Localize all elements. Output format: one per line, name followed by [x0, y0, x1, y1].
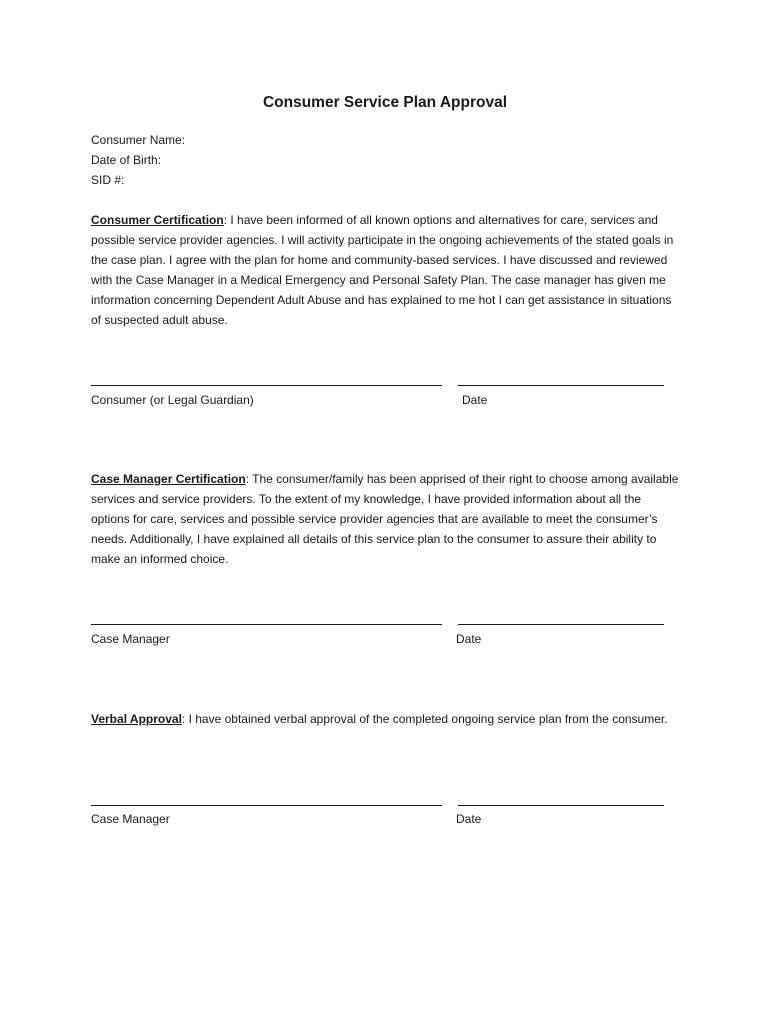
- consumer-date-line[interactable]: [458, 385, 664, 386]
- consumer-certification-heading: Consumer Certification: [91, 213, 224, 227]
- consumer-certification-paragraph: [91, 210, 681, 331]
- consumer-date-label: Date: [462, 393, 488, 407]
- page-title: Consumer Service Plan Approval: [262, 94, 508, 111]
- verbal-approval-signature-label: Case Manager: [91, 812, 170, 826]
- sid-label: SID #:: [91, 173, 125, 187]
- case-manager-signature-line[interactable]: [91, 624, 442, 625]
- consumer-signature-label: Consumer (or Legal Guardian): [91, 393, 254, 407]
- verbal-approval-date-label: Date: [456, 812, 482, 826]
- verbal-approval-signature-line[interactable]: [91, 805, 442, 806]
- case-manager-certification-paragraph: [91, 469, 681, 569]
- consumer-signature-line[interactable]: [91, 385, 442, 386]
- case-manager-certification-heading: Case Manager Certification: [91, 472, 246, 486]
- consumer-name-label: Consumer Name:: [91, 133, 186, 147]
- consumer-certification-text: : I have been informed of all known options and alternatives for care, services and possible service provider agencies. I will activity participate in the ongoing achievements of the stated goals in the case plan. I agree with the plan for home and community-based services. I have discussed and reviewed with the Case Manager in a Medical Emergency and Personal Safety Plan. The case manager has given me information concerning Dependent Adult Abuse and has explained to me hot I can get assistance in situations of suspected adult abuse.: [91, 213, 674, 328]
- verbal-approval-paragraph: [91, 709, 681, 729]
- verbal-approval-heading: Verbal Approval: [91, 712, 182, 726]
- date-of-birth-label: Date of Birth:: [91, 153, 162, 167]
- case-manager-date-label: Date: [456, 632, 482, 646]
- verbal-approval-text: : I have obtained verbal approval of the completed ongoing service plan from the consumer.: [181, 712, 668, 726]
- verbal-approval-date-line[interactable]: [458, 805, 664, 806]
- case-manager-certification-text: : The consumer/family has been apprised of their right to choose among available services and service providers. To the extent of my knowledge, I have provided information about all the options for care, services and possible service provider agencies that are available to meet the consumer’s needs. Additionally, I have explained all details of this service plan to the consumer to assure their ability to make an informed choice.: [91, 472, 679, 567]
- case-manager-date-line[interactable]: [458, 624, 664, 625]
- case-manager-signature-label: Case Manager: [91, 632, 170, 646]
